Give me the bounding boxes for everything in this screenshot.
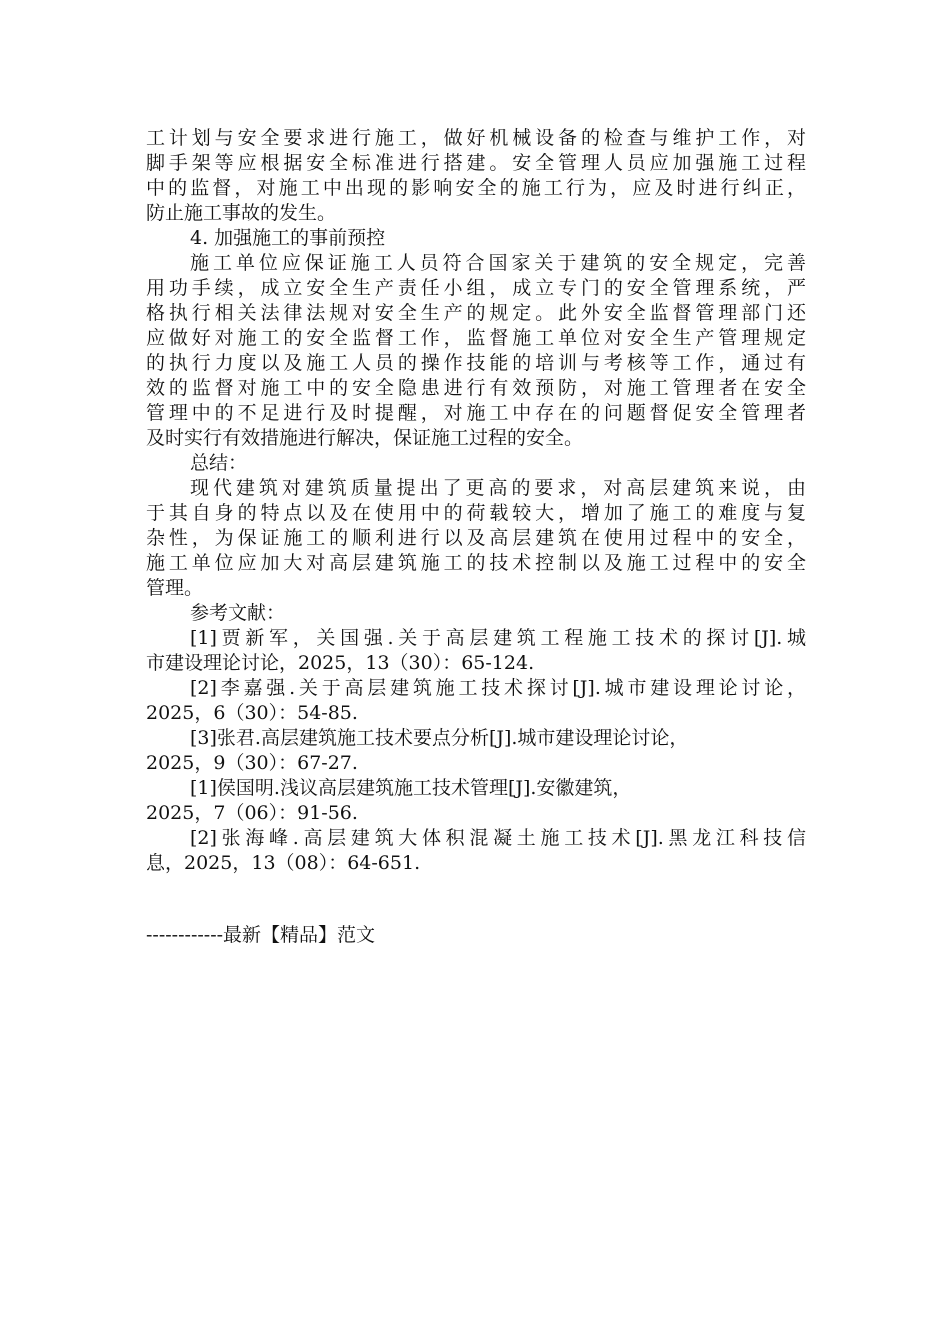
reference-item-line2: 2025，6（30）：54-85. bbox=[146, 702, 358, 724]
reference-item-line2: 息，2025，13（08）：64-651. bbox=[146, 852, 421, 874]
paragraph-line: 脚手架等应根据安全标准进行搭建。安全管理人员应加强施工过程 bbox=[146, 152, 806, 174]
footer-banner: ------------最新【精品】范文 bbox=[146, 924, 376, 946]
reference-item-line1: [2]张海峰.高层建筑大体积混凝土施工技术[J].黑龙江科技信 bbox=[190, 827, 806, 849]
paragraph-line: 施工单位应保证施工人员符合国家关于建筑的安全规定，完善 bbox=[190, 252, 806, 274]
paragraph-line: 应做好对施工的安全监督工作，监督施工单位对安全生产管理规定 bbox=[146, 327, 806, 349]
reference-item-line2: 2025，9（30）：67-27. bbox=[146, 752, 358, 774]
reference-item-line2: 市建设理论讨论，2025，13（30）：65-124. bbox=[146, 652, 535, 674]
paragraph-line: 管理。 bbox=[146, 577, 204, 599]
reference-item-line1: [2]李嘉强.关于高层建筑施工技术探讨[J].城市建设理论讨论， bbox=[190, 677, 806, 699]
summary-heading: 总结： bbox=[190, 452, 248, 474]
reference-item-line2: 2025，7（06）：91-56. bbox=[146, 802, 358, 824]
paragraph-line: 格执行相关法律法规对安全生产的规定。此外安全监督管理部门还 bbox=[146, 302, 806, 324]
paragraph-line: 中的监督，对施工中出现的影响安全的施工行为，应及时进行纠正， bbox=[146, 177, 806, 199]
section-heading: 4. 加强施工的事前预控 bbox=[190, 227, 386, 249]
references-heading: 参考文献： bbox=[190, 602, 286, 624]
reference-item-line1: [3]张君.高层建筑施工技术要点分析[J].城市建设理论讨论， bbox=[190, 727, 689, 749]
reference-item-line1: [1]贾新军，关国强.关于高层建筑工程施工技术的探讨[J].城 bbox=[190, 627, 806, 649]
paragraph-line: 工计划与安全要求进行施工，做好机械设备的检查与维护工作，对 bbox=[146, 127, 806, 149]
paragraph-line: 的执行力度以及施工人员的操作技能的培训与考核等工作，通过有 bbox=[146, 352, 806, 374]
paragraph-line: 及时实行有效措施进行解决，保证施工过程的安全。 bbox=[146, 427, 584, 449]
paragraph-line: 防止施工事故的发生。 bbox=[146, 202, 337, 224]
paragraph-line: 现代建筑对建筑质量提出了更高的要求，对高层建筑来说，由 bbox=[190, 477, 806, 499]
paragraph-line: 杂性，为保证施工的顺利进行以及高层建筑在使用过程中的安全， bbox=[146, 527, 806, 549]
paragraph-line: 管理中的不足进行及时提醒，对施工中存在的问题督促安全管理者 bbox=[146, 402, 806, 424]
reference-item-line1: [1]侯国明.浅议高层建筑施工技术管理[J].安徽建筑， bbox=[190, 777, 632, 799]
paragraph-line: 效的监督对施工中的安全隐患进行有效预防，对施工管理者在安全 bbox=[146, 377, 806, 399]
paragraph-line: 施工单位应加大对高层建筑施工的技术控制以及施工过程中的安全 bbox=[146, 552, 806, 574]
paragraph-line: 用功手续，成立安全生产责任小组，成立专门的安全管理系统，严 bbox=[146, 277, 806, 299]
paragraph-line: 于其自身的特点以及在使用中的荷载较大，增加了施工的难度与复 bbox=[146, 502, 806, 524]
